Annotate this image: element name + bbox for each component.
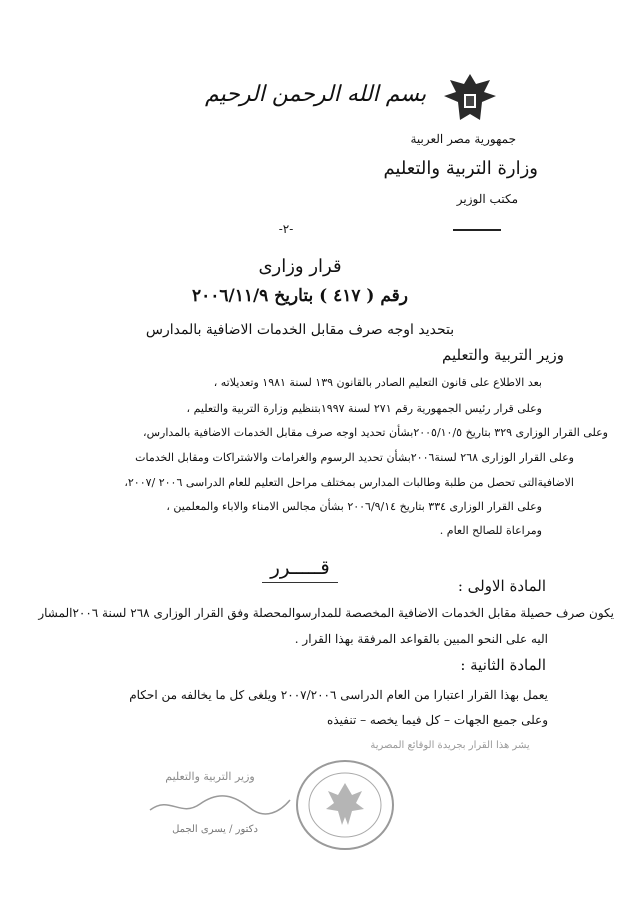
decree-number-date: رقم ( ٤١٧ ) بتاريخ ٢٠٠٦/١١/٩: [191, 286, 409, 306]
header-office: مكتب الوزير: [456, 192, 518, 206]
article2-title: المادة الثانية :: [460, 656, 546, 674]
preamble-line: وعلى القرار الوزارى ٣٢٩ بتاريخ ٢٠٠٥/١٠/٥بشأن تحديد اوجه صرف مقابل الخدمات الاضافية بالمدارس،: [143, 426, 608, 439]
decides-underline: [262, 582, 338, 583]
preamble-line: الاضافيةالتى تحصل من طلبة وطالبات المدارس بمختلف مراحل التعليم للعام الدراسى ٢٠٠٦ /٢٠٠٧،: [124, 476, 574, 489]
preamble-line: وعلى القرار الوزارى ٢٦٨ لسنة٢٠٠٦بشأن تحديد الرسوم والغرامات والاشتراكات ومقابل الخدمات: [135, 451, 574, 464]
article2-line: يعمل بهذا القرار اعتبارا من العام الدراسى ٢٠٠٧/٢٠٠٦ ويلغى كل ما يخالفه من احكام: [129, 688, 548, 702]
signatory-name: دكتور / يسرى الجمل: [172, 824, 258, 835]
decree-subject: بتحديد اوجه صرف مقابل الخدمات الاضافية بالمدارس: [145, 322, 455, 338]
minister-heading: وزير التربية والتعليم: [442, 346, 564, 364]
article2-line: وعلى جميع الجهات – كل فيما يخصه – تنفيذه: [327, 713, 548, 727]
article1-title: المادة الاولى :: [457, 577, 546, 595]
signature-icon: [140, 790, 300, 820]
signature-title: وزير التربية والتعليم: [165, 770, 255, 783]
article1-line: يكون صرف حصيلة مقابل الخدمات الاضافية المخصصة للمدارسوالمحصلة وفق القرار الوزارى ٢٦٨ لسنة ٢٠٠٦المشار: [38, 606, 614, 620]
header-country: جمهورية مصر العربية: [410, 132, 516, 146]
official-seal-icon: [290, 755, 400, 855]
preamble-line: وعلى القرار الوزارى ٣٣٤ بتاريخ ٢٠٠٦/٩/١٤ بشأن مجالس الامناء والاباء والمعلمين ،: [166, 500, 542, 513]
publication-note: يشر هذا القرار بجريدة الوقائع المصرية: [370, 740, 530, 751]
article1-line: اليه على النحو المبين بالقواعد المرفقة بهذا القرار .: [294, 632, 548, 646]
decree-title: قرار وزارى: [258, 256, 342, 277]
basmala: بسم الله الرحمن الرحيم: [205, 82, 427, 107]
decides-heading: قـــــرر: [270, 555, 330, 579]
preamble-line: ومراعاة للصالح العام .: [439, 524, 542, 537]
header-ministry: وزارة التربية والتعليم: [383, 158, 538, 179]
eagle-emblem-icon: [440, 70, 500, 126]
page-number: -٢-: [278, 222, 294, 236]
header-divider: [453, 229, 501, 231]
preamble-line: وعلى قرار رئيس الجمهورية رقم ٢٧١ لسنة ١٩٩٧بتنظيم وزارة التربية والتعليم ،: [186, 402, 542, 415]
preamble-line: بعد الاطلاع على قانون التعليم الصادر بالقانون ١٣٩ لسنة ١٩٨١ وتعديلاته ،: [213, 376, 542, 389]
